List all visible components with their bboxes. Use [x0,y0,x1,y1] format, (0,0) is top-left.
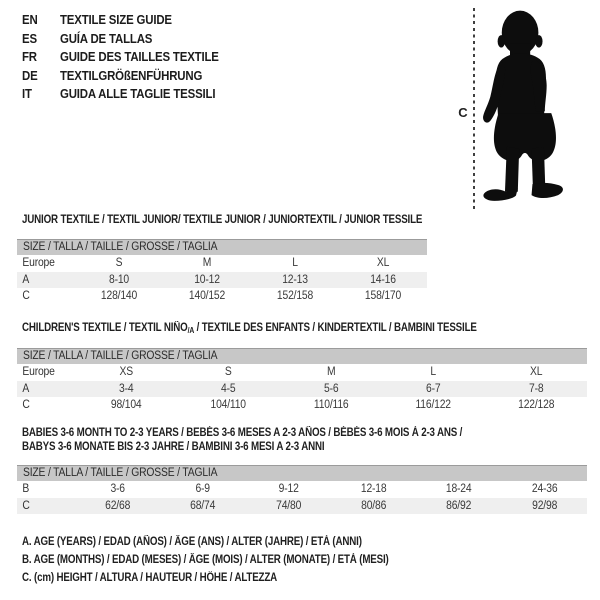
table-row [17,364,587,381]
table-row [17,288,427,305]
value-cell: 128/140 [100,290,138,302]
size-header-label: SIZE / TALLA / TAILLE / GRÖSSE / TAGLIA [23,467,218,479]
title-line-2: BABYS 3-6 MONATE BIS 2-3 JAHRE / BAMBINI 3-6 MESI A 2-3 ANNI [22,441,325,453]
title-text: / TEXTILE DES ENFANTS / KINDERTEXTIL / BAMBINI TESSILE [194,322,477,334]
language-code: IT [22,86,32,101]
value-cell: 3-6 [110,483,125,495]
value-cell: S [225,366,232,378]
value-cell: 98/104 [110,399,142,411]
value-cell: M [202,257,212,269]
children-size-table [17,348,587,414]
footnote-b: B. AGE (MONTHS) / EDAD (MESES) / ÂGE (MOIS) / ALTER (MONATE) / ETÀ (MESI) [22,554,389,566]
value-cell: 6-9 [195,483,211,495]
size-header-bar [17,348,587,364]
value-cell: L [430,366,437,378]
value-cell: 158/170 [364,290,402,302]
language-code: DE [22,67,38,83]
value-cell: 9-12 [278,483,299,495]
value-cell: 80/86 [361,499,387,512]
height-dotted-line [473,8,475,209]
value-cell: XL [376,257,390,269]
value-cell: 18-24 [446,483,472,495]
language-title: GUIDA ALLE TAGLIE TESSILI [60,86,216,101]
language-row-fr [22,48,240,67]
value-cell: 8-10 [109,273,129,286]
table-row [17,255,427,272]
value-cell: S [115,257,123,269]
value-cell: 140/152 [188,290,226,302]
size-header-label: SIZE / TALLA / TAILLE / GRÖSSE / TAGLIA [23,241,218,253]
table-row [17,498,587,515]
value-cell: 68/74 [190,499,216,512]
language-code: ES [22,30,37,46]
value-cell: 3-4 [118,382,134,395]
value-cell: 122/128 [517,399,554,411]
language-title: TEXTILGRÖßENFÜHRUNG [60,67,203,83]
value-cell: XS [119,366,133,378]
footnote-block [22,533,453,587]
babies-table-body [17,481,587,514]
row-label-cell: C [22,499,30,512]
babies-table-title [22,426,462,454]
value-cell: 10-12 [194,273,220,286]
row-label-cell: A [22,382,30,395]
value-cell: 110/116 [313,399,349,411]
language-row-it [22,85,240,104]
title-subscript: /A [187,326,195,335]
row-label-cell: Europe [22,257,55,269]
children-table-body [17,364,587,414]
value-cell: 86/92 [446,499,472,512]
footnote-a: A. AGE (YEARS) / EDAD (AÑOS) / ÂGE (ANS) / ALTER (JAHRE) / ETÀ (ANNI) [22,536,362,548]
row-label-cell: Europe [22,366,55,378]
language-code: EN [22,12,38,27]
size-header-bar [17,239,427,255]
value-cell: 5-6 [323,382,339,395]
language-title-block [22,11,240,104]
value-cell: 6-7 [426,382,441,395]
language-title: TEXTILE SIZE GUIDE [60,12,172,27]
language-code: FR [22,49,37,64]
value-cell: 24-36 [531,483,558,495]
row-label-cell: C [22,399,30,411]
baby-silhouette-icon [477,3,587,209]
junior-table-body [17,255,427,305]
junior-size-table [17,239,427,305]
value-cell: 62/68 [105,499,131,512]
table-row [17,381,587,398]
table-row [17,481,587,498]
value-cell: 4-5 [221,382,236,395]
table-row [17,272,427,289]
value-cell: 116/122 [415,399,452,411]
language-row-en [22,11,240,30]
value-cell: M [326,366,336,378]
height-measure-label: C [458,105,468,120]
value-cell: 92/98 [531,499,557,512]
value-cell: 104/110 [210,399,247,411]
value-cell: 14-16 [370,273,396,286]
value-cell: 12-18 [360,483,387,495]
language-title: GUIDE DES TAILLES TEXTILE [60,49,219,64]
title-text: CHILDREN'S TEXTILE / TEXTIL NIÑO [22,322,188,334]
row-label-cell: A [22,273,30,286]
children-table-title [22,321,477,338]
language-title: GUÍA DE TALLAS [60,30,153,46]
language-row-de [22,67,240,86]
babies-size-table [17,465,587,514]
size-header-label: SIZE / TALLA / TAILLE / GRÖSSE / TAGLIA [23,350,218,362]
value-cell: 152/158 [276,290,314,302]
title-line-1: BABIES 3-6 MONTH TO 2-3 YEARS / BEBÉS 3-6 MESES A 2-3 AÑOS / BÉBÉS 3-6 MOIS À 2-3 ANS / [22,427,463,439]
value-cell: XL [529,366,542,378]
footnote-c: C. (cm) HEIGHT / ALTURA / HAUTEUR / HÖHE / ALTEZZA [22,572,278,584]
language-row-es [22,30,240,49]
table-row [17,397,587,414]
size-header-bar [17,465,587,481]
junior-table-title: JUNIOR TEXTILE / TEXTIL JUNIOR/ TEXTILE JUNIOR / JUNIORTEXTIL / JUNIOR TESSILE [22,214,423,226]
value-cell: 12-13 [282,273,308,286]
value-cell: L [292,257,298,269]
value-cell: 7-8 [528,382,544,395]
row-label-cell: B [22,483,30,495]
value-cell: 74/80 [275,499,301,512]
row-label-cell: C [22,290,30,302]
